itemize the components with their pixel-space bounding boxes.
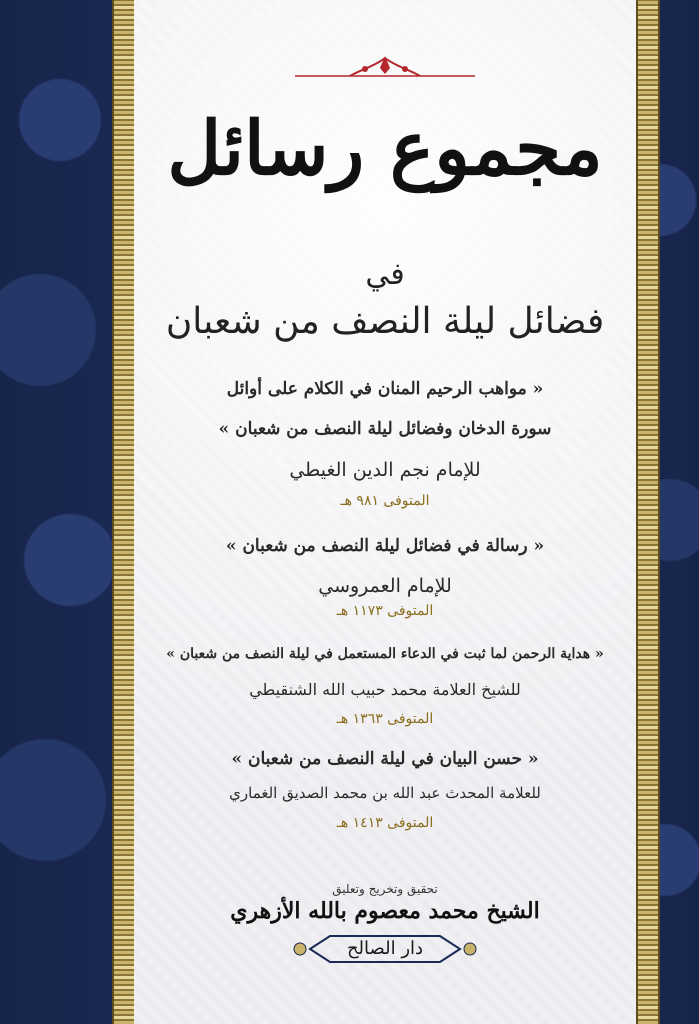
work-1-author: للإمام نجم الدين الغيطي bbox=[289, 459, 481, 481]
work-2-title: « رسالة في فضائل ليلة النصف من شعبان » bbox=[225, 536, 545, 556]
main-title: مجموع رسائل bbox=[167, 106, 603, 192]
work-4-author: للعلامة المحدث عبد الله بن محمد الصديق الغماري bbox=[229, 784, 541, 802]
publisher-emblem bbox=[290, 932, 480, 966]
editor-name: الشيخ محمد معصوم بالله الأزهري bbox=[230, 898, 540, 924]
editor-label: تحقيق وتخريج وتعليق bbox=[332, 882, 438, 896]
top-ornament-icon bbox=[290, 54, 480, 84]
title-panel bbox=[134, 0, 636, 1024]
work-3-author: للشيخ العلامة محمد حبيب الله الشنقيطي bbox=[249, 680, 521, 699]
work-1-title-line-2: سورة الدخان وفضائل ليلة النصف من شعبان » bbox=[218, 419, 552, 439]
left-gold-border bbox=[112, 0, 136, 1024]
subtitle: فضائل ليلة النصف من شعبان bbox=[165, 301, 605, 342]
work-2-death: المتوفى ١١٧٣ هـ bbox=[336, 603, 434, 619]
work-2-author: للإمام العمروسي bbox=[318, 575, 452, 597]
work-1-title-line-1: « مواهب الرحيم المنان في الكلام على أوائل bbox=[226, 379, 544, 399]
right-gold-border bbox=[636, 0, 660, 1024]
title-connector: في bbox=[365, 257, 405, 292]
work-4-title: « حسن البيان في ليلة النصف من شعبان » bbox=[231, 749, 539, 769]
publisher-name: دار الصالح bbox=[346, 938, 424, 959]
work-3-title: « هداية الرحمن لما ثبت في الدعاء المستعمل في ليلة النصف من شعبان » bbox=[166, 646, 604, 662]
panel-content bbox=[134, 0, 636, 1024]
work-1-death: المتوفى ٩٨١ هـ bbox=[340, 493, 430, 509]
work-3-death: المتوفى ١٣٦٣ هـ bbox=[336, 711, 434, 727]
work-4-death: المتوفى ١٤١٣ هـ bbox=[336, 815, 434, 831]
